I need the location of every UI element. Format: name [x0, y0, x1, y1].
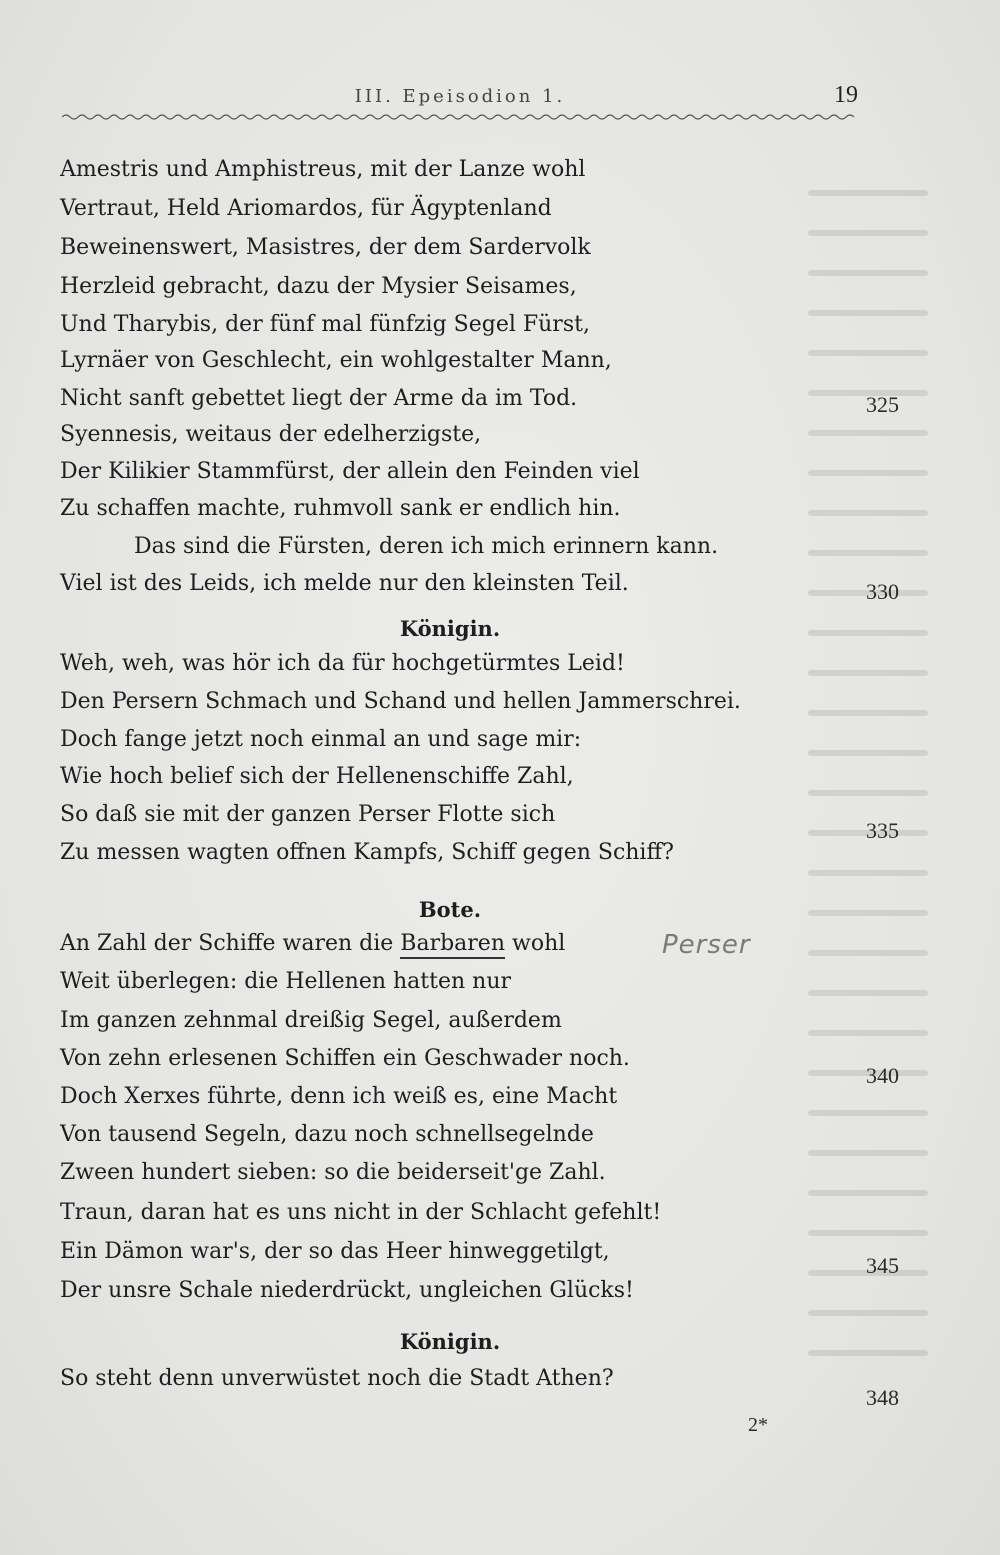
verse-line: Wie hoch belief sich der Hellenenschiffe Zahl,	[60, 764, 574, 789]
line-number: 348	[866, 1385, 899, 1410]
verse-line: Amestris und Amphistreus, mit der Lanze wohl	[60, 157, 586, 182]
wavy-header-rule	[62, 112, 858, 122]
verse-line: So daß sie mit der ganzen Perser Flotte sich	[60, 802, 556, 827]
verse-text-segment: An Zahl der Schiffe waren die	[60, 931, 401, 956]
verse-line: Traun, daran hat es uns nicht in der Schlacht gefehlt!	[60, 1200, 662, 1225]
underlined-word: Barbaren	[400, 931, 505, 959]
speaker-heading: Königin.	[399, 1329, 501, 1354]
line-number: 325	[866, 392, 899, 417]
verse-line: Und Tharybis, der fünf mal fünfzig Segel Fürst,	[60, 312, 590, 337]
verse-line: Zu schaffen machte, ruhmvoll sank er endlich hin.	[60, 496, 621, 521]
verse-line: Den Persern Schmach und Schand und hellen Jammerschrei.	[60, 689, 741, 714]
verse-line: Viel ist des Leids, ich melde nur den kleinsten Teil.	[60, 571, 629, 596]
verse-line: Weh, weh, was hör ich da für hochgetürmtes Leid!	[60, 651, 625, 676]
verse-line: Der Kilikier Stammfürst, der allein den Feinden viel	[60, 459, 640, 484]
speaker-heading: Königin.	[399, 616, 501, 641]
verse-text-segment: wohl	[505, 931, 566, 956]
verse-line: Lyrnäer von Geschlecht, ein wohlgestalter Mann,	[60, 348, 612, 373]
verse-line: Ein Dämon war's, der so das Heer hinweggetilgt,	[60, 1239, 610, 1264]
verse-line: Beweinenswert, Masistres, der dem Sardervolk	[60, 235, 591, 260]
verse-line: Doch fange jetzt noch einmal an und sage mir:	[60, 727, 582, 752]
verse-line: Zween hundert sieben: so die beiderseit'ge Zahl.	[60, 1160, 606, 1185]
show-through-text	[808, 190, 928, 1390]
line-number: 335	[866, 818, 899, 843]
signature-mark: 2*	[748, 1414, 768, 1436]
verse-line: Nicht sanft gebettet liegt der Arme da im Tod.	[60, 386, 578, 411]
speaker-heading: Bote.	[418, 897, 482, 922]
verse-line: So steht denn unverwüstet noch die Stadt Athen?	[60, 1366, 614, 1391]
line-number: 330	[866, 579, 899, 604]
verse-line: Doch Xerxes führte, denn ich weiß es, eine Macht	[60, 1084, 618, 1109]
page-number: 19	[834, 82, 858, 108]
verse-line: Weit überlegen: die Hellenen hatten nur	[60, 969, 512, 994]
handwritten-annotation: Perser	[662, 930, 751, 960]
line-number: 345	[866, 1253, 899, 1278]
verse-line: Von tausend Segeln, dazu noch schnellsegelnde	[60, 1122, 594, 1147]
verse-line: Von zehn erlesenen Schiffen ein Geschwader noch.	[60, 1046, 630, 1071]
verse-line: Zu messen wagten offnen Kampfs, Schiff gegen Schiff?	[60, 840, 674, 865]
verse-line	[60, 930, 565, 958]
running-title: III. Epeisodion 1.	[354, 86, 566, 107]
verse-line: Im ganzen zehnmal dreißig Segel, außerdem	[60, 1008, 562, 1033]
verse-line: Der unsre Schale niederdrückt, ungleichen Glücks!	[60, 1278, 634, 1303]
verse-line: Das sind die Fürsten, deren ich mich erinnern kann.	[134, 534, 719, 559]
verse-line: Syennesis, weitaus der edelherzigste,	[60, 422, 482, 447]
verse-line: Herzleid gebracht, dazu der Mysier Seisames,	[60, 274, 577, 299]
verse-line: Vertraut, Held Ariomardos, für Ägyptenland	[60, 196, 552, 221]
line-number: 340	[866, 1063, 899, 1088]
